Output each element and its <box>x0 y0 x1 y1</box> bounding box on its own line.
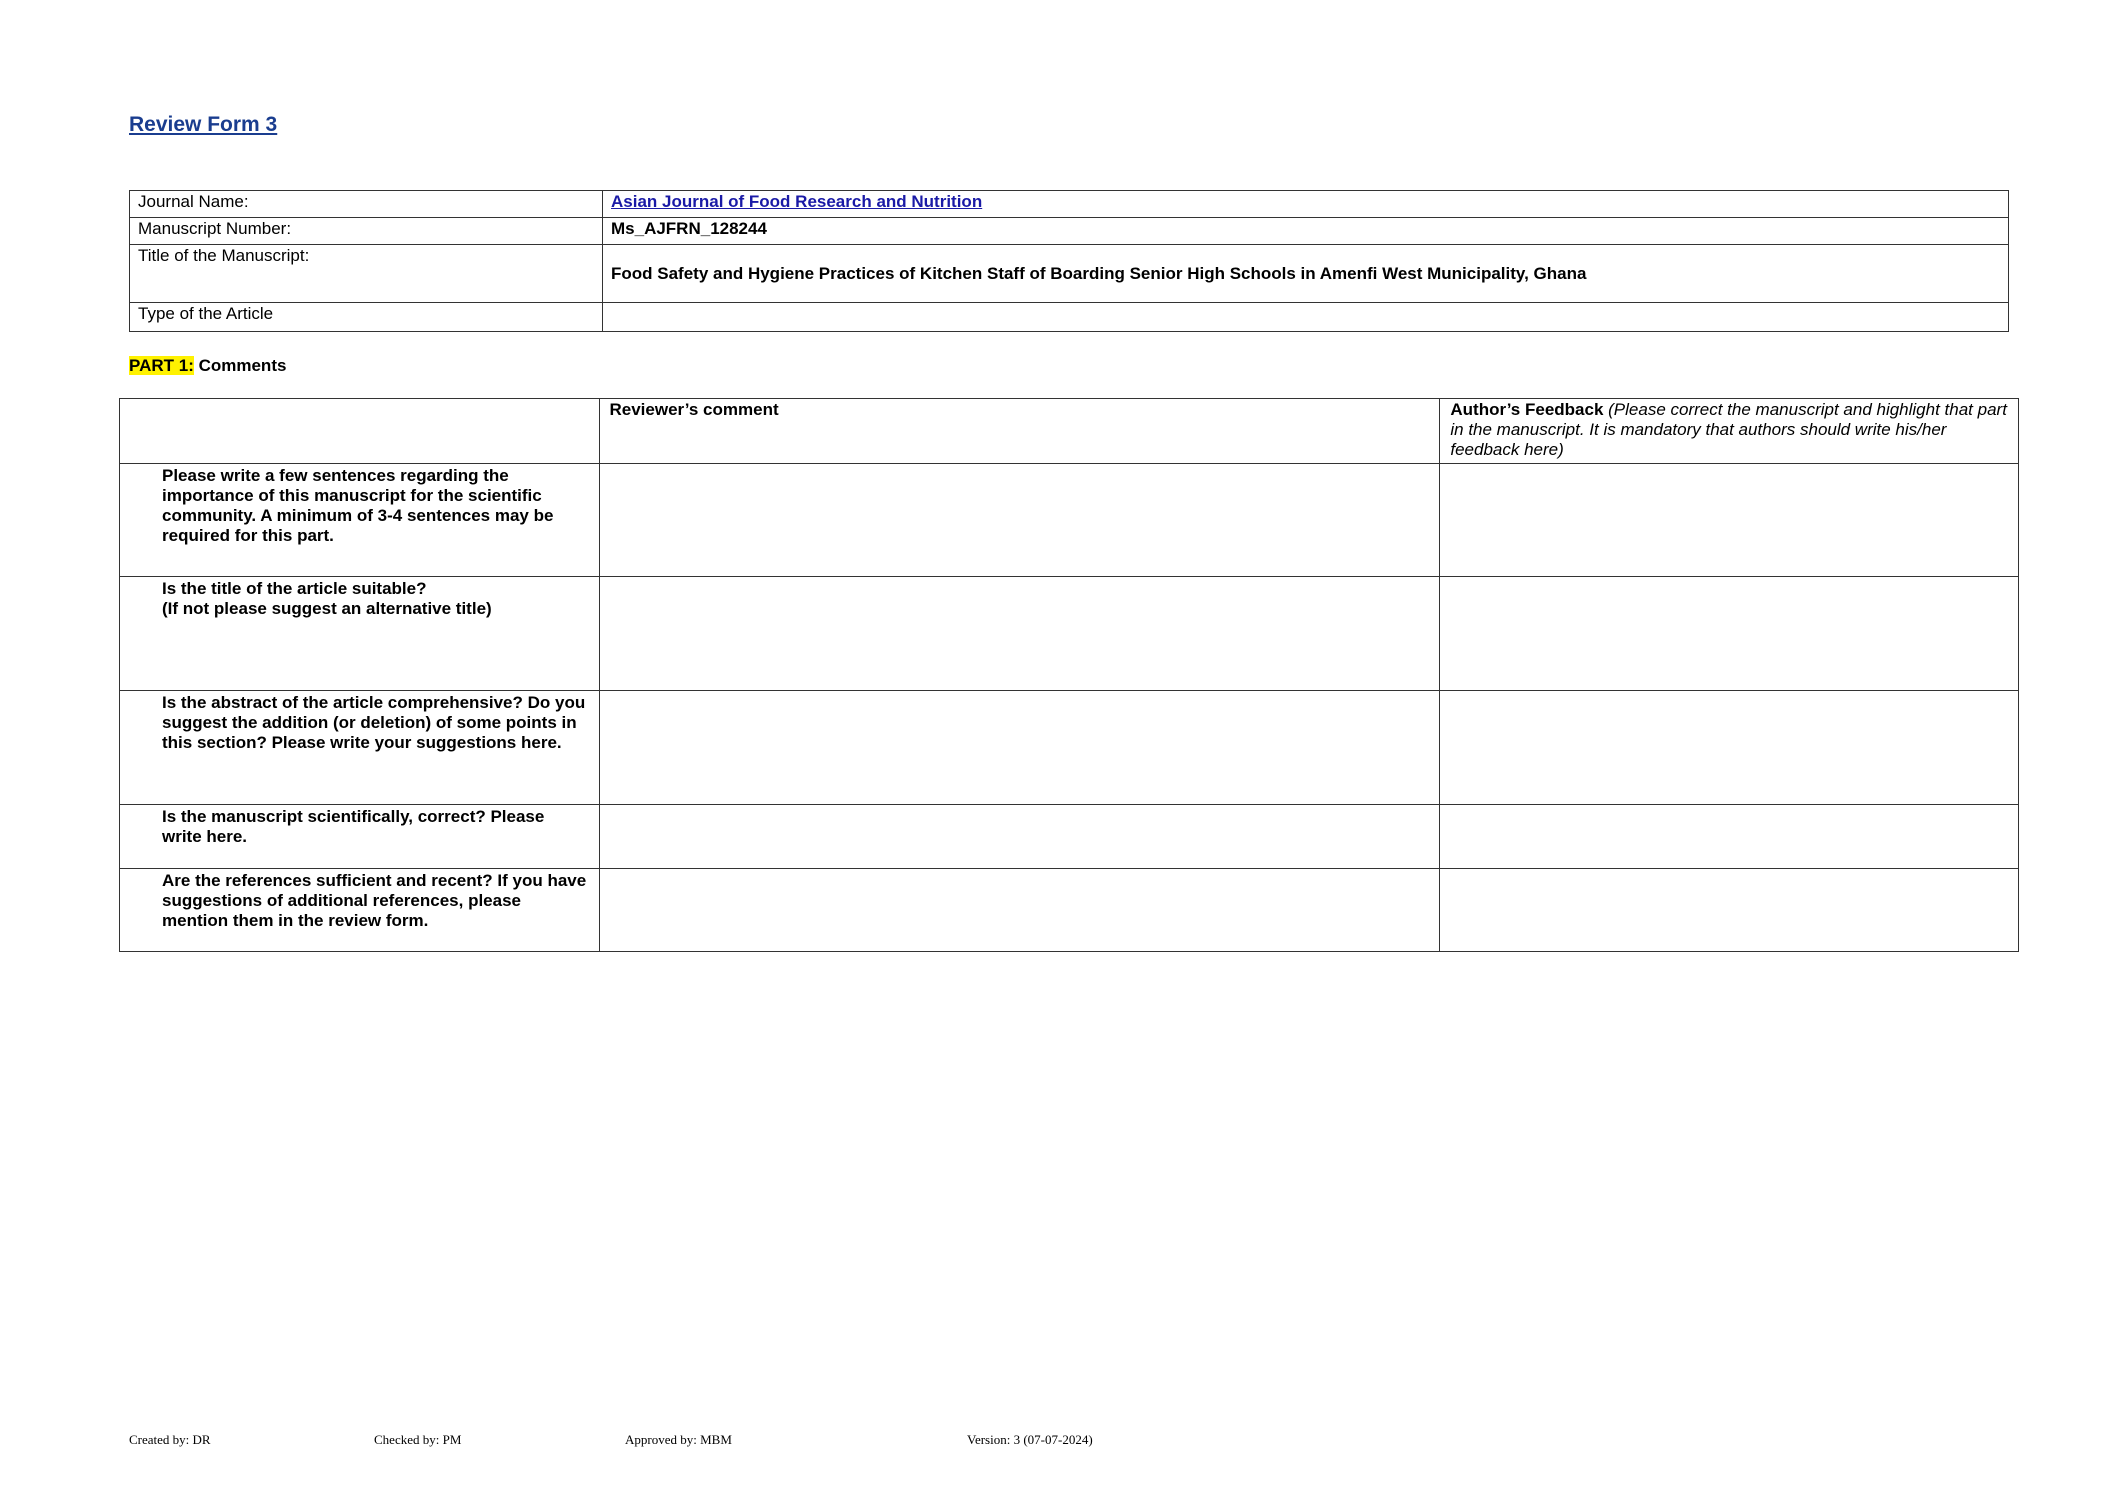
part1-heading <box>129 356 286 376</box>
author-feedback-header <box>1440 399 2019 464</box>
manuscript-title: Food Safety and Hygiene Practices of Kitchen Staff of Boarding Senior High Schools in Amenfi West Municipality, Ghana <box>603 245 2009 303</box>
manuscript-number: Ms_AJFRN_128244 <box>603 218 2009 245</box>
reviewer-comment-cell[interactable] <box>599 464 1440 577</box>
question-text: Is the title of the article suitable? (If not please suggest an alternative title) <box>120 577 600 691</box>
author-feedback-cell[interactable] <box>1440 464 2019 577</box>
journal-row <box>130 191 2009 218</box>
reviewer-comment-header: Reviewer’s comment <box>599 399 1440 464</box>
author-feedback-cell[interactable] <box>1440 577 2019 691</box>
question-row <box>120 869 2019 952</box>
question-text: Are the references sufficient and recent? If you have suggestions of additional references, please mention them in the review form. <box>120 869 600 952</box>
footer-approved-by: Approved by: MBM <box>625 1432 732 1447</box>
question-row <box>120 691 2019 805</box>
journal-name-link[interactable]: Asian Journal of Food Research and Nutrition <box>603 191 2009 218</box>
form-title[interactable]: Review Form 3 <box>129 113 278 136</box>
question-text: Is the manuscript scientifically, correct? Please write here. <box>120 805 600 869</box>
author-feedback-cell[interactable] <box>1440 869 2019 952</box>
type-row <box>130 303 2009 332</box>
type-label: Type of the Article <box>130 303 603 332</box>
comments-table <box>119 398 2019 952</box>
part1-title: Comments <box>193 356 287 375</box>
reviewer-comment-cell[interactable] <box>599 805 1440 869</box>
reviewer-comment-cell[interactable] <box>599 691 1440 805</box>
question-row <box>120 577 2019 691</box>
footer-checked-by: Checked by: PM <box>374 1432 462 1447</box>
article-type-field[interactable] <box>603 303 2009 332</box>
journal-label: Journal Name: <box>130 191 603 218</box>
author-feedback-note: (Please correct the manuscript and highlight that part in the manuscript. It is mandatory that authors should write his/her feedback here) <box>1450 400 2007 459</box>
manuscript-label: Manuscript Number: <box>130 218 603 245</box>
manuscript-row <box>130 218 2009 245</box>
footer-version: Version: 3 (07-07-2024) <box>967 1432 1093 1447</box>
question-text: Is the abstract of the article comprehensive? Do you suggest the addition (or deletion) of some points in this section? Please write your suggestions here. <box>120 691 600 805</box>
question-text: Please write a few sentences regarding the importance of this manuscript for the scientific community. A minimum of 3-4 sentences may be required for this part. <box>120 464 600 577</box>
footer-created-by: Created by: DR <box>129 1432 211 1447</box>
reviewer-comment-cell[interactable] <box>599 577 1440 691</box>
comments-header-row <box>120 399 2019 464</box>
question-row <box>120 464 2019 577</box>
reviewer-comment-cell[interactable] <box>599 869 1440 952</box>
title-row <box>130 245 2009 303</box>
author-feedback-cell[interactable] <box>1440 805 2019 869</box>
manuscript-info-table <box>129 190 2009 332</box>
header-blank-cell <box>120 399 600 464</box>
author-feedback-title: Author’s Feedback <box>1450 400 1604 419</box>
question-row <box>120 805 2019 869</box>
part1-label: PART 1: <box>129 356 194 375</box>
author-feedback-cell[interactable] <box>1440 691 2019 805</box>
title-label: Title of the Manuscript: <box>130 245 603 303</box>
